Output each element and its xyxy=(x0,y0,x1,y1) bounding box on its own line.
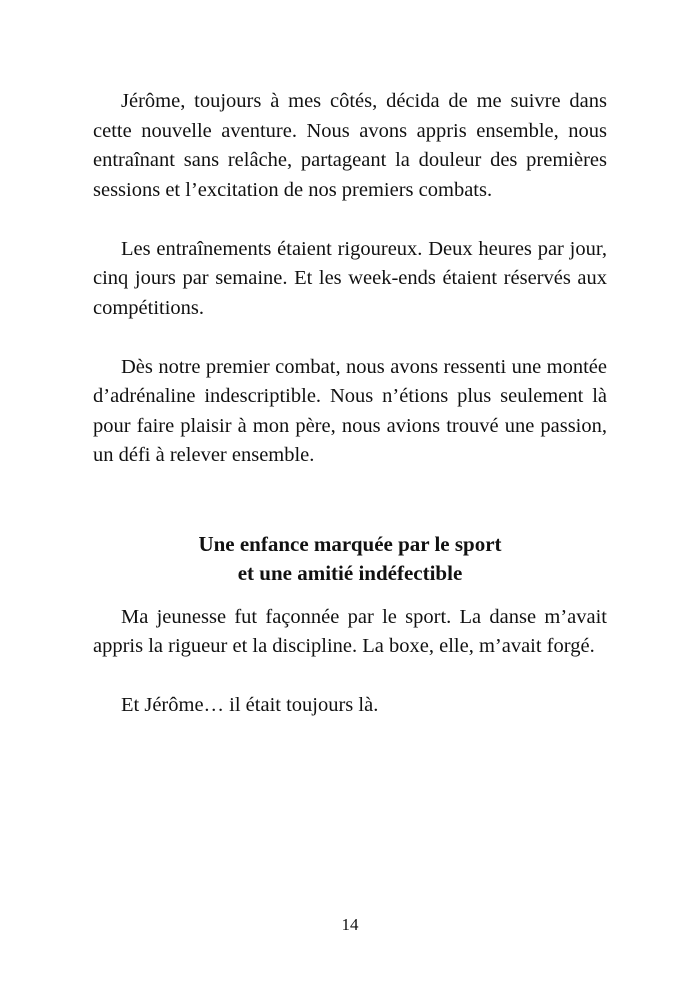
paragraph-training: Les entraînements étaient rigoureux. Deux heures par jour, cinq jours par semaine. Et les week-ends étaient réservés aux compétitions. xyxy=(93,237,607,319)
page-number: 14 xyxy=(341,915,359,934)
paragraph-jerome-always: Et Jérôme… il était toujours là. xyxy=(121,694,379,716)
paragraph-jerome-joins: Jérôme, toujours à mes côtés, décida de me suivre dans cette nouvelle aventure. Nous avons appris ensemble, nous entraînant sans relâche, partageant la douleur des premières sessions et l’excitation de nos premiers combats. xyxy=(93,90,607,201)
section-heading-line-1: Une enfance marquée par le sport xyxy=(198,531,502,556)
section-heading xyxy=(93,530,607,589)
paragraph-youth: Ma jeunesse fut façonnée par le sport. La danse m’avait appris la rigueur et la discipline. La boxe, elle, m’avait forgé. xyxy=(93,605,607,657)
paragraph-first-fight: Dès notre premier combat, nous avons ressenti une montée d’adrénaline indescriptible. Nous n’étions plus seulement là pour faire plaisir à mon père, nous avions trouvé une passion, un défi à relever ensemble. xyxy=(93,355,607,466)
section-heading-line-2: et une amitié indéfectible xyxy=(237,561,463,585)
page-content xyxy=(93,87,607,721)
